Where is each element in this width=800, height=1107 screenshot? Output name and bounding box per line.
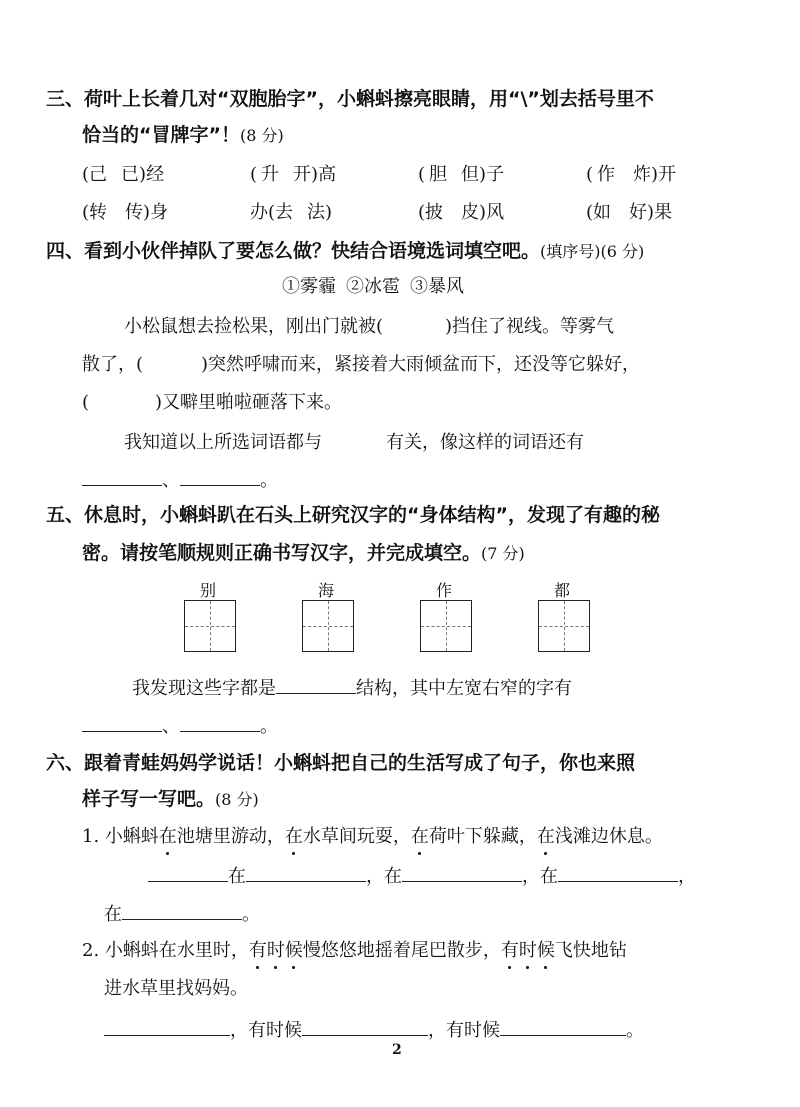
q3-item-1-2: ( 升 开)高 xyxy=(250,164,337,185)
q4-options xyxy=(282,272,464,298)
q4-option-2: ②冰雹 xyxy=(346,276,400,297)
q6-title-line1: 六、跟着青蛙妈妈学说话！小蝌蚪把自己的生活写成了句子，你也来照 xyxy=(46,752,636,774)
q6-blank-5[interactable] xyxy=(122,918,242,920)
q5-writing-grid-2[interactable] xyxy=(302,600,354,652)
q4-title-text: 四、看到小伙伴掉队了要怎么做？快结合语境选词填空吧。 xyxy=(46,240,541,262)
q4-option-3: ③暴风 xyxy=(410,276,464,297)
q3-item-1-4: ( 作 炸)开 xyxy=(586,164,677,185)
q6-example-2-line2: 进水草里找妈妈。 xyxy=(104,978,248,999)
q4-note: (填序号)(6 分) xyxy=(540,242,645,261)
q5-char-1: 别 xyxy=(200,581,217,600)
q4-paragraph-line3: ( )又噼里啪啦砸落下来。 xyxy=(82,392,343,413)
q3-item-2-3: (披 皮)风 xyxy=(418,202,505,223)
q5-char-3: 作 xyxy=(436,581,453,600)
q5-blank-3[interactable] xyxy=(180,730,260,732)
q6-example-1: 1. 小蝌蚪在池塘里游动，在水草间玩耍，在荷叶下躲藏，在浅滩边休息。 xyxy=(82,822,663,848)
q6-write-1-line2: 在 。 xyxy=(104,904,260,925)
q6-score: (8 分) xyxy=(215,790,259,809)
q3-item-1-3: ( 胆 但)子 xyxy=(418,164,505,185)
q6-blank-6[interactable] xyxy=(104,1034,230,1036)
q3-title-line2 xyxy=(82,120,284,147)
q5-fill-line1: 我发现这些字都是 结构，其中左宽右窄的字有 xyxy=(132,678,572,699)
q6-blank-1[interactable] xyxy=(148,880,228,882)
q6-blank-4[interactable] xyxy=(558,880,678,882)
q6-blank-8[interactable] xyxy=(500,1034,626,1036)
q6-blank-3[interactable] xyxy=(402,880,522,882)
q4-followup-line2: 、 。 xyxy=(82,466,278,492)
q3-score: (8 分) xyxy=(239,126,284,145)
q3-item-2-4: (如 好)果 xyxy=(586,202,673,223)
q3-item-2-1: (转 传)身 xyxy=(82,202,169,223)
q5-char-2: 海 xyxy=(318,581,335,600)
q4-followup-line1: 我知道以上所选词语都与 有关，像这样的词语还有 xyxy=(124,432,584,453)
q5-writing-grid-3[interactable] xyxy=(420,600,472,652)
q4-option-1: ①雾霾 xyxy=(282,276,336,297)
q5-char-4: 都 xyxy=(554,581,571,600)
q5-writing-grid-4[interactable] xyxy=(538,600,590,652)
q5-writing-grid-1[interactable] xyxy=(184,600,236,652)
q6-blank-7[interactable] xyxy=(302,1034,428,1036)
q3-title-line2-text: 恰当的“冒牌字”！ xyxy=(82,124,240,146)
q6-write-2: ，有时候 ，有时候 。 xyxy=(104,1016,644,1042)
page-number: 2 xyxy=(392,1042,402,1058)
q6-example-2-line1: 2. 小蝌蚪在水里时，有时候慢悠悠地摇着尾巴散步，有时候飞快地钻 xyxy=(82,936,627,962)
q5-score: (7 分) xyxy=(481,544,525,563)
q4-blank-6[interactable] xyxy=(180,484,260,486)
q5-fill-line2: 、 。 xyxy=(82,712,278,738)
q6-write-1-line1: 在 ，在 ，在 ， xyxy=(148,862,696,888)
q5-title-line2 xyxy=(82,538,525,565)
q4-blank-5[interactable] xyxy=(82,484,162,486)
q4-title xyxy=(46,236,644,263)
q6-blank-2[interactable] xyxy=(246,880,366,882)
q5-title-line1: 五、休息时，小蝌蚪趴在石头上研究汉字的“身体结构”，发现了有趣的秘 xyxy=(46,504,660,526)
q3-title-line1: 三、荷叶上长着几对“双胞胎字”，小蝌蚪擦亮眼睛，用“\”划去括号里不 xyxy=(46,88,654,110)
q4-paragraph-line1: 小松鼠想去捡松果，刚出门就被( )挡住了视线。等雾气 xyxy=(124,316,615,337)
q3-item-1-1: (己 已)经 xyxy=(82,164,165,185)
q6-title-line2-text: 样子写一写吧。 xyxy=(82,788,216,810)
q6-title-line2 xyxy=(82,784,259,811)
q4-paragraph-line2: 散了，( )突然呼啸而来，紧接着大雨倾盆而下，还没等它躲好， xyxy=(82,354,641,375)
q5-blank-2[interactable] xyxy=(82,730,162,732)
q5-blank-1[interactable] xyxy=(276,692,356,694)
q5-title-line2-text: 密。请按笔顺规则正确书写汉字，并完成填空。 xyxy=(82,542,482,564)
q3-item-2-2: 办(去 法) xyxy=(250,202,333,223)
